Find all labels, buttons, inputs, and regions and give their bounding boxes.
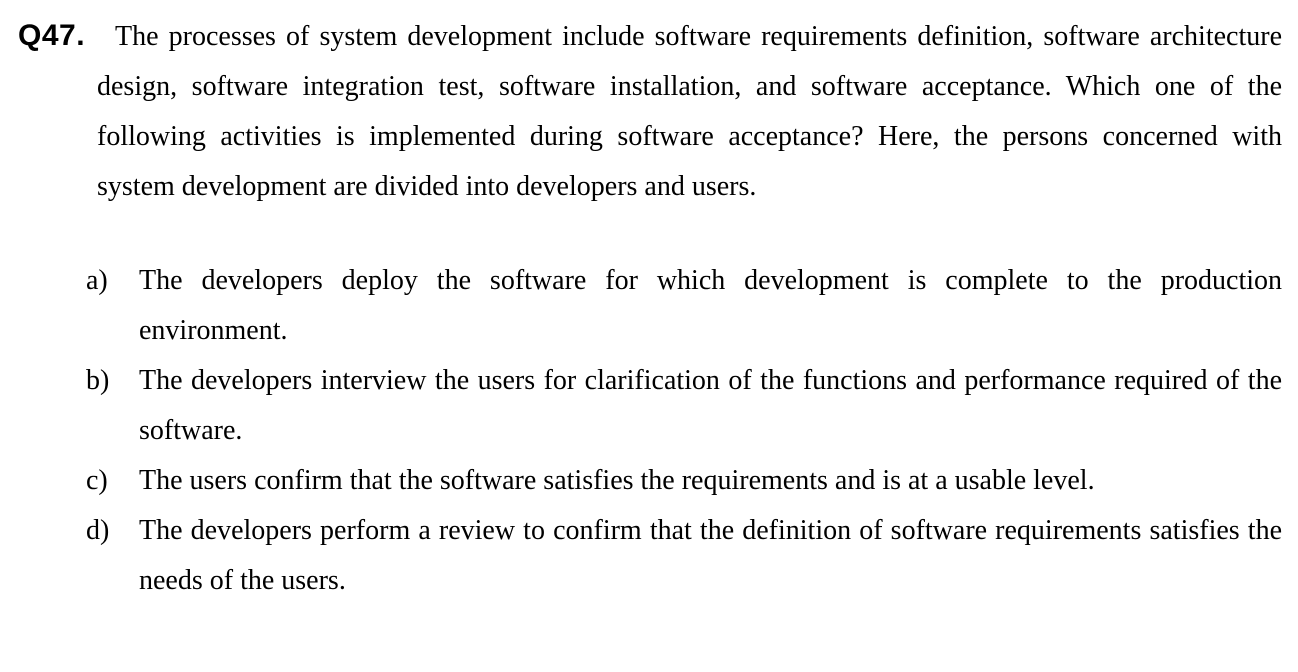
option-d-text: The developers perform a review to confirm that the definition of software requirements satisfies the needs of the users. bbox=[139, 515, 1282, 596]
option-b-text: The developers interview the users for clarification of the functions and performance required of the software. bbox=[139, 365, 1282, 446]
question-number: Q47. bbox=[18, 19, 86, 52]
option-c bbox=[86, 456, 1282, 506]
option-c-text: The users confirm that the software satisfies the requirements and is at a usable level. bbox=[139, 465, 1095, 496]
option-b-marker: b) bbox=[86, 365, 110, 396]
option-a-marker: a) bbox=[86, 265, 108, 296]
option-b bbox=[86, 356, 1282, 456]
option-c-marker: c) bbox=[86, 465, 108, 496]
option-d bbox=[86, 506, 1282, 606]
option-d-marker: d) bbox=[86, 515, 110, 546]
option-a bbox=[86, 256, 1282, 356]
option-a-text: The developers deploy the software for which development is complete to the production environment. bbox=[139, 265, 1282, 346]
options-list bbox=[86, 256, 1282, 606]
question-stem: The processes of system development include software requirements definition, software architecture design, software integration test, software installation, and software acceptance. Which one of the following activities is implemented during software acceptance? Here, the persons concerned with system development are divided into developers and users. bbox=[97, 21, 1282, 202]
